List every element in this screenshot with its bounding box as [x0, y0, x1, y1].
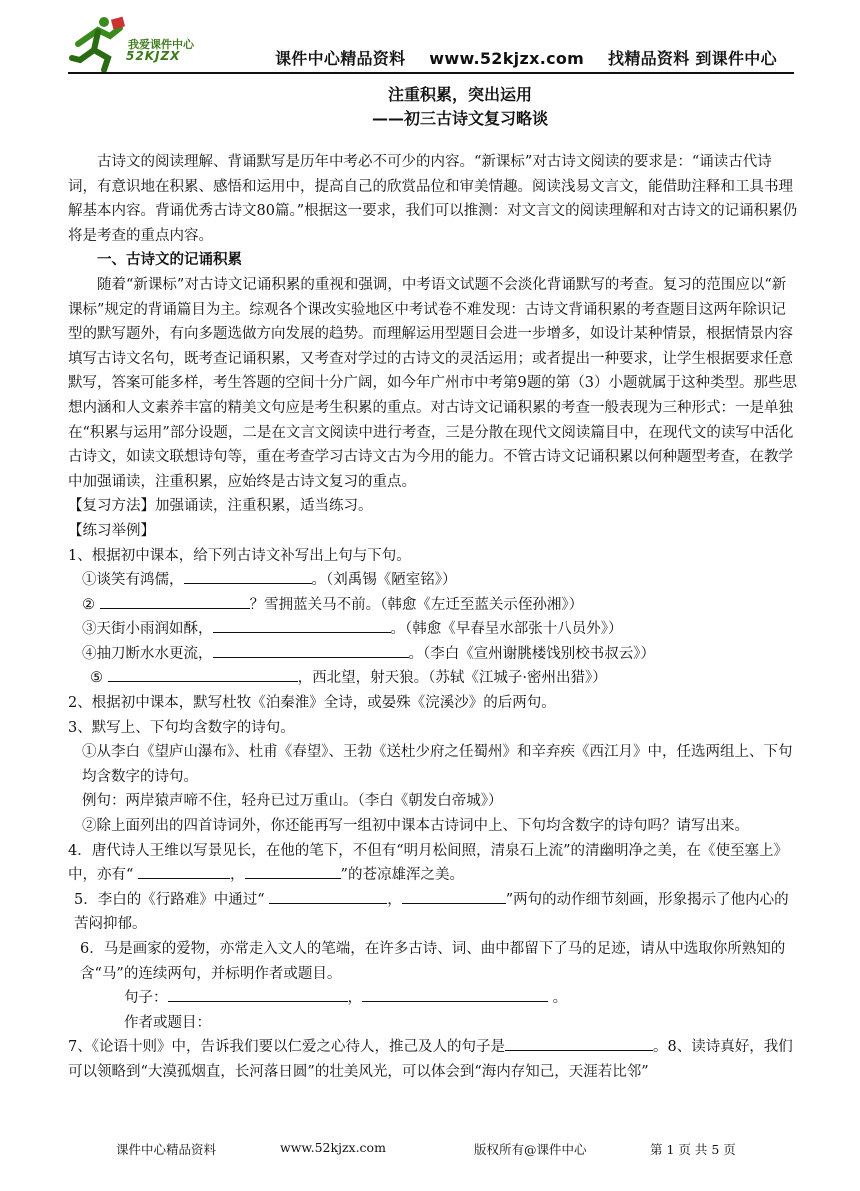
runner-logo-icon: [68, 14, 128, 74]
q4-sep: ，: [230, 867, 245, 884]
q1-1-prompt: ①谈笑有鸿儒，: [82, 572, 184, 589]
answer-blank[interactable]: [184, 569, 312, 584]
question-1-item-5: [68, 666, 798, 691]
q4-prompt: 4．唐代诗人王维以写景见长，在他的笔下，不但有“明月松间照，清泉石上流”的清幽明净之美，在《使至塞上》中，亦有“: [68, 842, 789, 884]
answer-blank[interactable]: [100, 594, 250, 609]
question-5: [68, 888, 798, 937]
question-1-item-4: [68, 642, 798, 667]
footer-copyright: 版权所有@课件中心: [474, 1142, 587, 1157]
answer-blank[interactable]: [362, 987, 548, 1002]
answer-blank[interactable]: [269, 889, 387, 904]
examples-heading: 【练习举例】: [68, 522, 155, 539]
q5-sep: ，: [387, 891, 402, 908]
question-1-item-2: [68, 593, 798, 618]
answer-blank[interactable]: [402, 889, 506, 904]
question-7: [68, 1035, 798, 1084]
footer-url[interactable]: www.52kjzx.com: [280, 1140, 386, 1155]
answer-blank[interactable]: [245, 864, 341, 879]
question-3: 3、默写上、下句均含数字的诗句。: [68, 719, 295, 736]
q6-sentence-label: 句子：: [124, 990, 168, 1007]
header-slogan: 找精品资料 到课件中心: [608, 49, 777, 68]
answer-blank[interactable]: [138, 864, 230, 879]
question-3-item-1: ①从李白《望庐山瀑布》、杜甫《春望》、王勃《送杜少府之任蜀州》和辛弃疾《西江月》中，任选两组上、下句均含数字的诗句。: [82, 744, 793, 785]
question-3-item-2: ②除上面列出的四首诗词外，你还能再写一组初中课本古诗词中上、下句均含数字的诗句吗？请写出来。: [82, 818, 749, 835]
answer-blank[interactable]: [505, 1036, 653, 1051]
question-6-sentence: [68, 986, 798, 1011]
question-4: [68, 839, 798, 888]
header-url[interactable]: www.52kjzx.com: [429, 49, 585, 68]
doc-subtitle: ——初三古诗文复习略谈: [371, 109, 548, 128]
answer-blank[interactable]: [213, 643, 409, 658]
doc-title: 注重积累，突出运用: [387, 85, 532, 104]
q5-end: ”两句的动作细节刻画，形象揭示了他内心的苦闷抑郁。: [74, 891, 789, 933]
logo-text-en: 52KJZX: [126, 49, 181, 63]
q6-end: 。: [552, 990, 568, 1007]
site-logo: [68, 14, 208, 74]
footer-brand: 课件中心精品资料: [116, 1142, 217, 1157]
question-3-example: 例句：两岸猿声啼不住，轻舟已过万重山。（李白《朝发白帝城》）: [82, 793, 503, 810]
paragraph-recitation: 随着“新课标”对古诗文记诵积累的重视和强调，中考语文试题不会淡化背诵默写的考查。复习的范围应以“新课标”规定的背诵篇目为主。综观各个课改实验地区中考试卷不难发现：古诗文背诵积累的考查题目这两年除识记型的默写题外，有向多题选做方向发展的趋势。而理解运用型题目会进一步增多，如设计某种情景，根据情景内容填写古诗文名句，既考查记诵积累，又考查对学过的古诗文的灵活运用；或者提出一种要求，让学生根据要求任意默写，答案可能多样，考生答题的空间十分广阔，如今年广州市中考第9题的第（3）小题就属于这种类型。那些思想内涵和人文素养丰富的精美文句应是考生积累的重点。对古诗文记诵积累的考查一般表现为三种形式：一是单独在“积累与运用”部分设题，二是在文言文阅读中进行考查，三是分散在现代文阅读篇目中，在现代文的读写中活化古诗文，如读文联想诗句等，重在考查学习古诗文古为今用的能力。不管古诗文记诵积累以何种题型考查，在教学中加强诵读，注重积累，应始终是古诗文复习的重点。: [68, 276, 797, 490]
q1-1-source: 。（刘禹锡《陋室铭》）: [311, 572, 457, 589]
q7-prompt: 7、《论语十则》中，告诉我们要以仁爱之心待人，推己及人的句子是: [68, 1039, 505, 1056]
q1-2-source: ？雪拥蓝关马不前。（韩愈《左迁至蓝关示侄孙湘》）: [249, 596, 584, 613]
header-brand: 课件中心精品资料: [275, 49, 406, 68]
footer-page-number: 第 1 页 共 5 页: [650, 1142, 736, 1157]
q4-end: ”的苍凉雄浑之美。: [340, 867, 464, 884]
answer-blank[interactable]: [108, 667, 298, 682]
question-6: 6．马是画家的爱物，亦常走入文人的笔端，在许多古诗、词、曲中都留下了马的足迹，请从中选取你所熟知的含“马”的连续两句，并标明作者或题目。: [80, 941, 786, 982]
answer-blank[interactable]: [168, 987, 348, 1002]
section-heading: 一、古诗文的记诵积累: [97, 252, 242, 269]
q1-4-source: 。（李白《宣州谢朓楼饯别校书叔云》）: [408, 645, 655, 662]
review-method: 【复习方法】加强诵读，注重积累，适当练习。: [68, 498, 373, 515]
q1-3-prompt: ③天街小雨润如酥，: [82, 621, 213, 638]
question-2: 2、根据初中课本，默写杜牧《泊秦淮》全诗，或晏殊《浣溪沙》的后两句。: [68, 695, 556, 712]
q1-2-prompt: ②: [82, 596, 95, 613]
paragraph-intro: 古诗文的阅读理解、背诵默写是历年中考必不可少的内容。“新课标”对古诗文阅读的要求是：“诵读古代诗词，有意识地在积累、感悟和运用中，提高自己的欣赏品位和审美情趣。阅读浅易文言文，能借助注释和工具书理解基本内容。背诵优秀古诗文80篇。”根据这一要求，我们可以推测：对文言文的阅读理解和对古诗文的记诵积累仍将是考查的重点内容。: [68, 154, 798, 244]
question-6-author: 作者或题目：: [124, 1014, 211, 1031]
q1-3-source: 。（韩愈《早春呈水部张十八员外》）: [390, 621, 623, 638]
answer-blank[interactable]: [213, 618, 391, 633]
logo-text-cn: 我爱课件中心: [128, 38, 194, 51]
q7-continue: 。8、读诗真好，我们可以领略到“大漠孤烟直，长河落日圆”的壮美风光，可以体会到“海内存知己，天涯若比邻”: [68, 1039, 793, 1080]
header-divider: [68, 72, 794, 74]
question-1: 1、根据初中课本，给下列古诗文补写出上句与下句。: [68, 547, 411, 564]
q1-4-prompt: ④抽刀断水水更流，: [82, 645, 213, 662]
q1-5-source: ，西北望，射天狼。（苏轼《江城子·密州出猎》）: [297, 670, 607, 687]
q5-prompt: 5．李白的《行路难》中通过“: [74, 891, 265, 908]
question-1-item-1: [68, 568, 798, 593]
q1-5-prompt: ⑤: [90, 670, 103, 687]
question-1-item-3: [68, 617, 798, 642]
header-title: [275, 46, 795, 69]
q6-sep: ，: [347, 990, 362, 1007]
doc-body: [68, 150, 798, 1085]
page-header: [0, 0, 860, 80]
